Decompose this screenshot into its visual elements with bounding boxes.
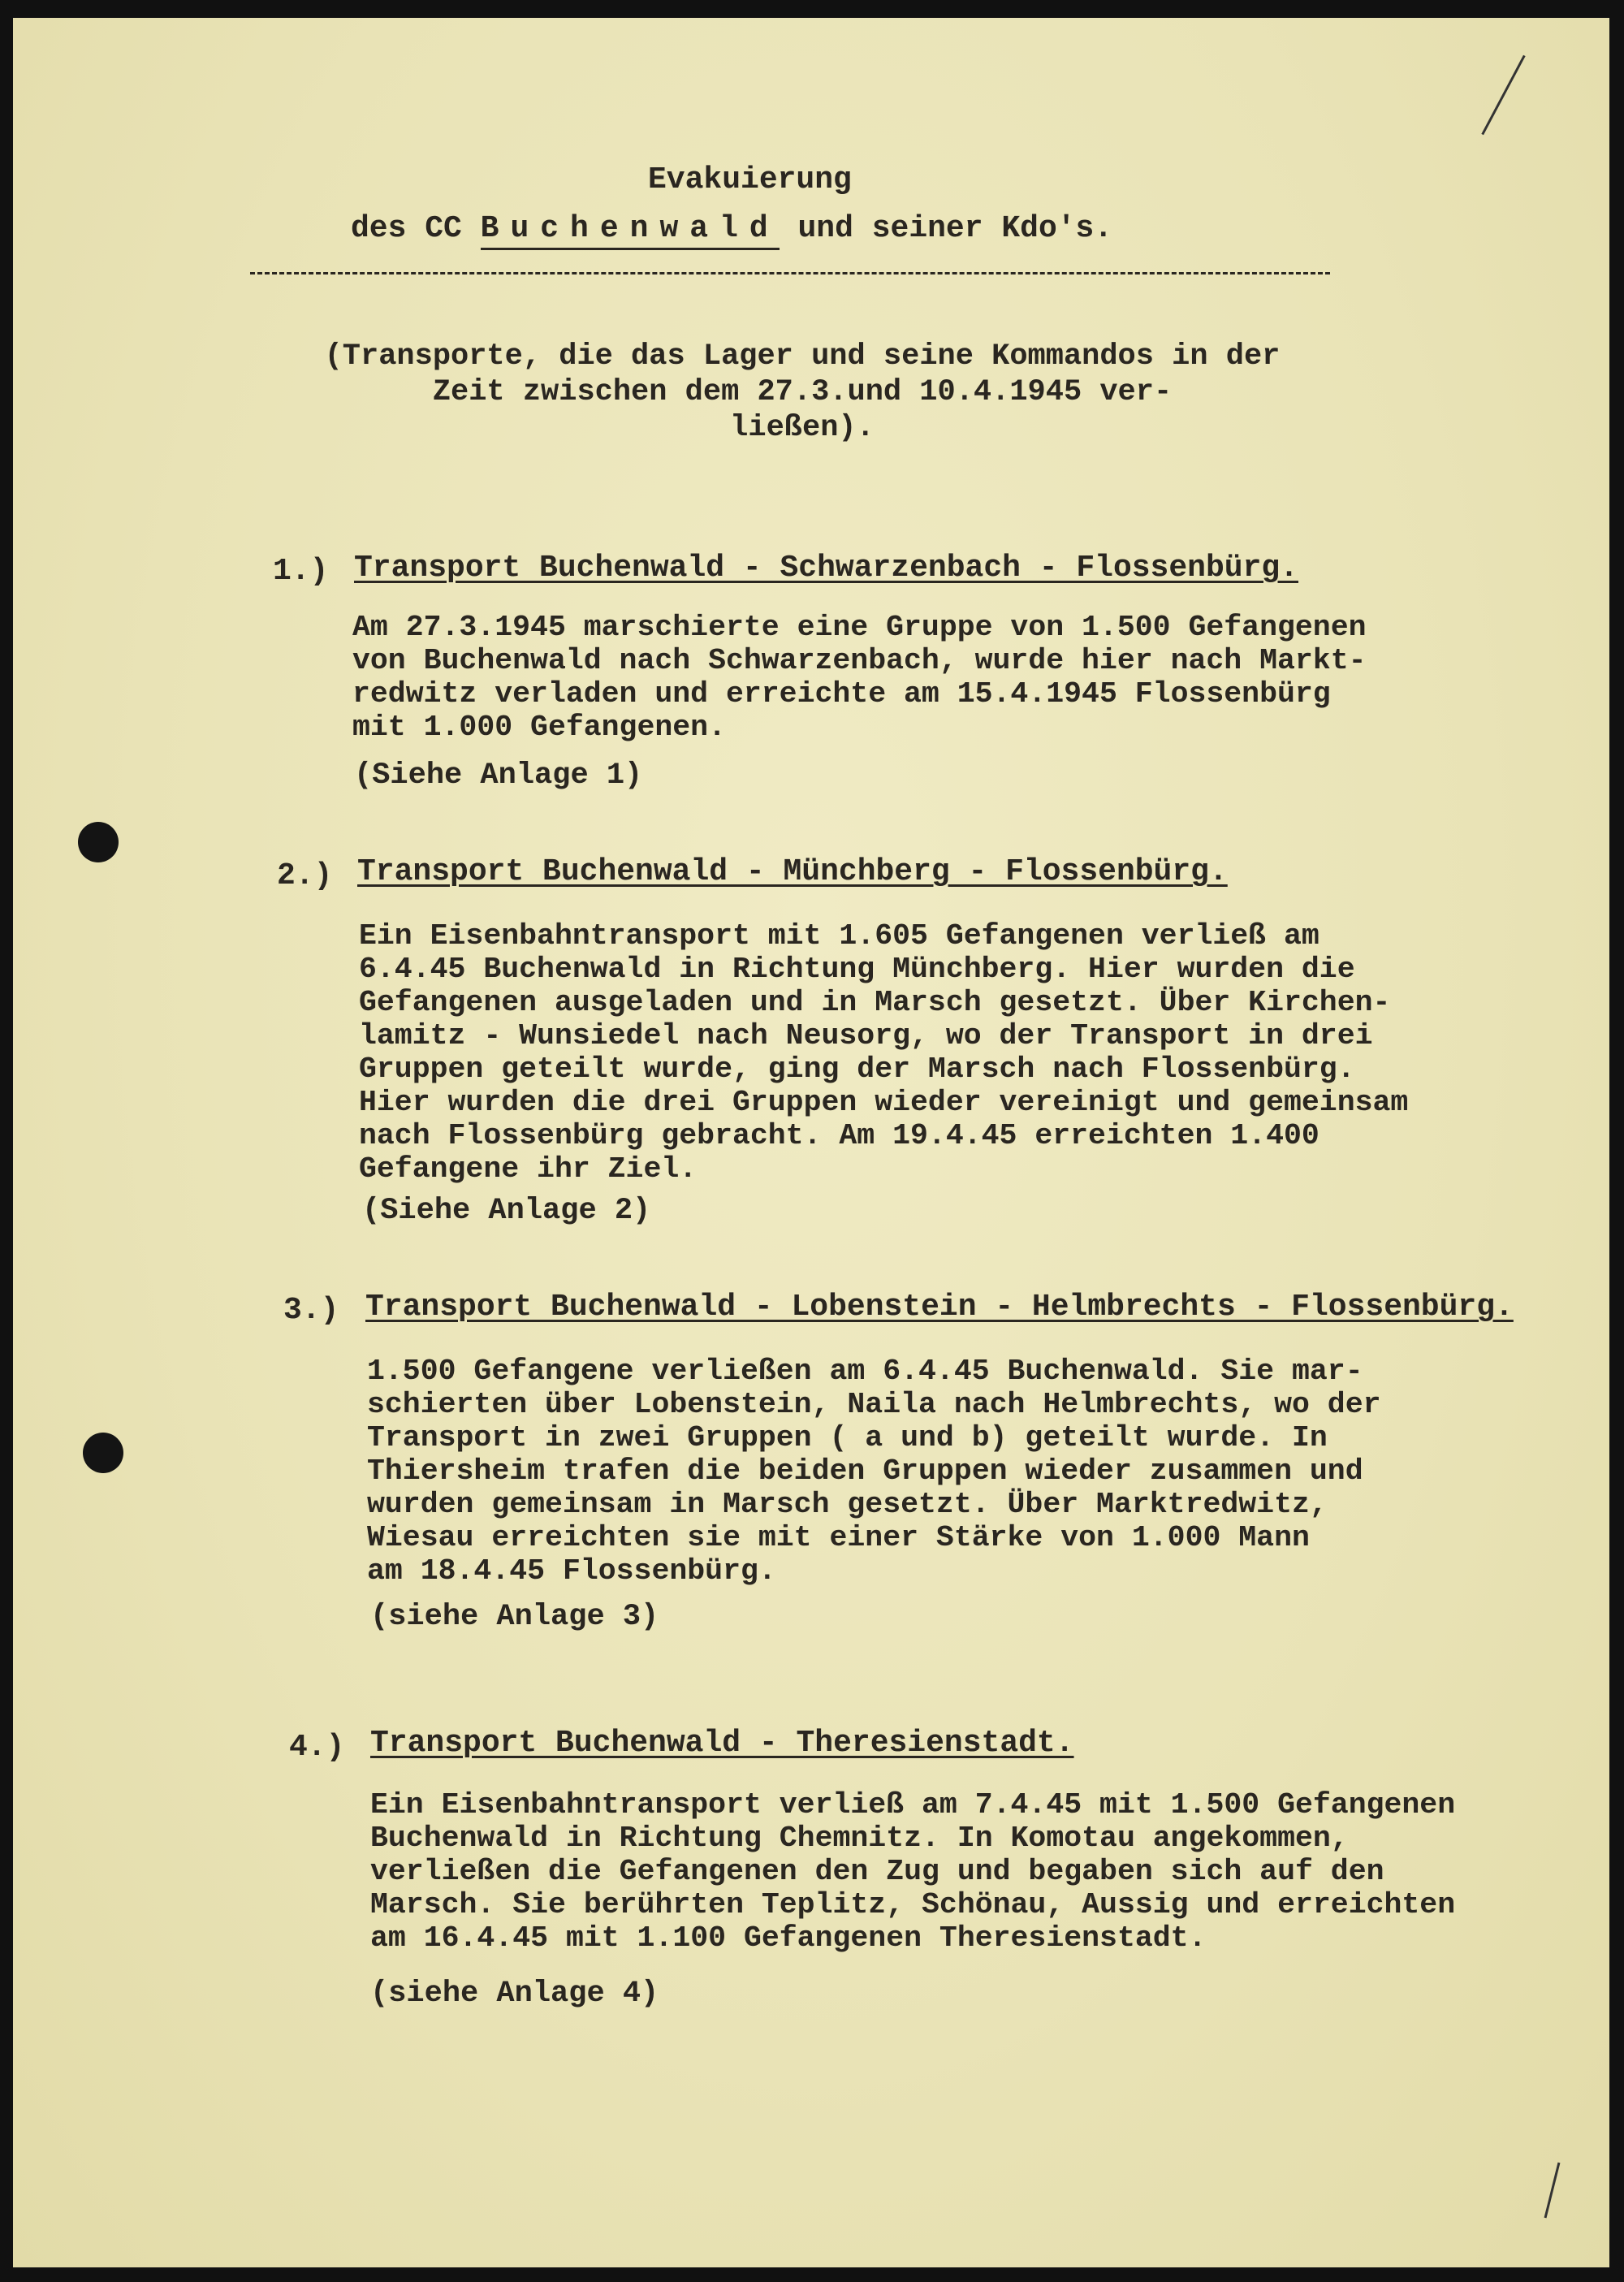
section-number: 1.) xyxy=(273,554,329,589)
section-body xyxy=(352,611,1367,744)
body-line: schierten über Lobenstein, Naila nach Helmbrechts, wo der xyxy=(367,1388,1381,1421)
body-line: Wiesau erreichten sie mit einer Stärke von 1.000 Mann xyxy=(367,1521,1310,1554)
subtitle-suffix: und seiner Kdo's. xyxy=(797,211,1113,246)
body-line: Gefangene ihr Ziel. xyxy=(359,1152,698,1186)
annex-reference: (Siehe Anlage 2) xyxy=(362,1194,651,1228)
section-number: 2.) xyxy=(277,858,333,893)
section-heading: Transport Buchenwald - Schwarzenbach - Flossenbürg. xyxy=(354,551,1298,586)
document-title: Evakuierung xyxy=(648,162,852,197)
annex-reference: (siehe Anlage 3) xyxy=(370,1600,659,1634)
subtitle-camp-name: Buchenwald xyxy=(481,211,780,250)
intro-paragraph xyxy=(250,339,1354,446)
section-heading: Transport Buchenwald - Theresienstadt. xyxy=(370,1726,1074,1761)
section-number: 4.) xyxy=(289,1730,345,1765)
body-line: 1.500 Gefangene verließen am 6.4.45 Buchenwald. Sie mar- xyxy=(367,1355,1363,1388)
body-line: am 16.4.45 mit 1.100 Gefangenen Theresienstadt. xyxy=(370,1921,1207,1955)
body-line: Ein Eisenbahntransport verließ am 7.4.45 mit 1.500 Gefangenen xyxy=(370,1788,1456,1822)
body-line: am 18.4.45 Flossenbürg. xyxy=(367,1554,776,1588)
body-line: Buchenwald in Richtung Chemnitz. In Komotau angekommen, xyxy=(370,1822,1349,1855)
annex-reference: (Siehe Anlage 1) xyxy=(354,759,643,793)
intro-line: ließen). xyxy=(730,411,875,445)
intro-line: (Transporte, die das Lager und seine Kommandos in der xyxy=(324,339,1281,374)
body-line: mit 1.000 Gefangenen. xyxy=(352,711,726,744)
body-line: redwitz verladen und erreichte am 15.4.1945 Flossenbürg xyxy=(352,677,1331,711)
document-subtitle xyxy=(351,211,1112,246)
body-line: von Buchenwald nach Schwarzenbach, wurde hier nach Markt- xyxy=(352,644,1367,677)
section-heading: Transport Buchenwald - Lobenstein - Helmbrechts - Flossenbürg. xyxy=(365,1290,1514,1325)
pen-stroke xyxy=(1544,2163,1561,2219)
section-body xyxy=(370,1788,1455,1955)
body-line: Hier wurden die drei Gruppen wieder vereinigt und gemeinsam xyxy=(359,1086,1409,1119)
body-line: nach Flossenbürg gebracht. Am 19.4.45 erreichten 1.400 xyxy=(359,1119,1320,1152)
annex-reference: (siehe Anlage 4) xyxy=(370,1977,659,2011)
body-line: Transport in zwei Gruppen ( a und b) geteilt wurde. In xyxy=(367,1421,1328,1454)
body-line: Am 27.3.1945 marschierte eine Gruppe von 1.500 Gefangenen xyxy=(352,611,1367,644)
section-number: 3.) xyxy=(283,1293,339,1328)
body-line: Gefangenen ausgeladen und in Marsch gesetzt. Über Kirchen- xyxy=(359,986,1391,1019)
body-line: Ein Eisenbahntransport mit 1.605 Gefangenen verließ am xyxy=(359,919,1320,953)
punch-hole xyxy=(83,1433,123,1473)
subtitle-prefix: des CC xyxy=(351,211,481,246)
body-line: Thiersheim trafen die beiden Gruppen wieder zusammen und xyxy=(367,1454,1363,1488)
section-heading: Transport Buchenwald - Münchberg - Flossenbürg. xyxy=(357,854,1228,889)
section-body xyxy=(359,919,1408,1186)
pen-stroke xyxy=(1481,55,1525,136)
body-line: lamitz - Wunsiedel nach Neusorg, wo der Transport in drei xyxy=(359,1019,1373,1052)
body-line: verließen die Gefangenen den Zug und begaben sich auf den xyxy=(370,1855,1384,1888)
document-page xyxy=(13,18,1609,2267)
punch-hole xyxy=(78,822,119,862)
body-line: 6.4.45 Buchenwald in Richtung Münchberg. Hier wurden die xyxy=(359,953,1355,986)
body-line: Gruppen geteilt wurde, ging der Marsch nach Flossenbürg. xyxy=(359,1052,1355,1086)
body-line: wurden gemeinsam in Marsch gesetzt. Über Marktredwitz, xyxy=(367,1488,1328,1521)
intro-line: Zeit zwischen dem 27.3.und 10.4.1945 ver- xyxy=(432,375,1173,409)
dashed-divider xyxy=(250,272,1330,274)
section-body xyxy=(367,1355,1381,1588)
body-line: Marsch. Sie berührten Teplitz, Schönau, Aussig und erreichten xyxy=(370,1888,1456,1921)
